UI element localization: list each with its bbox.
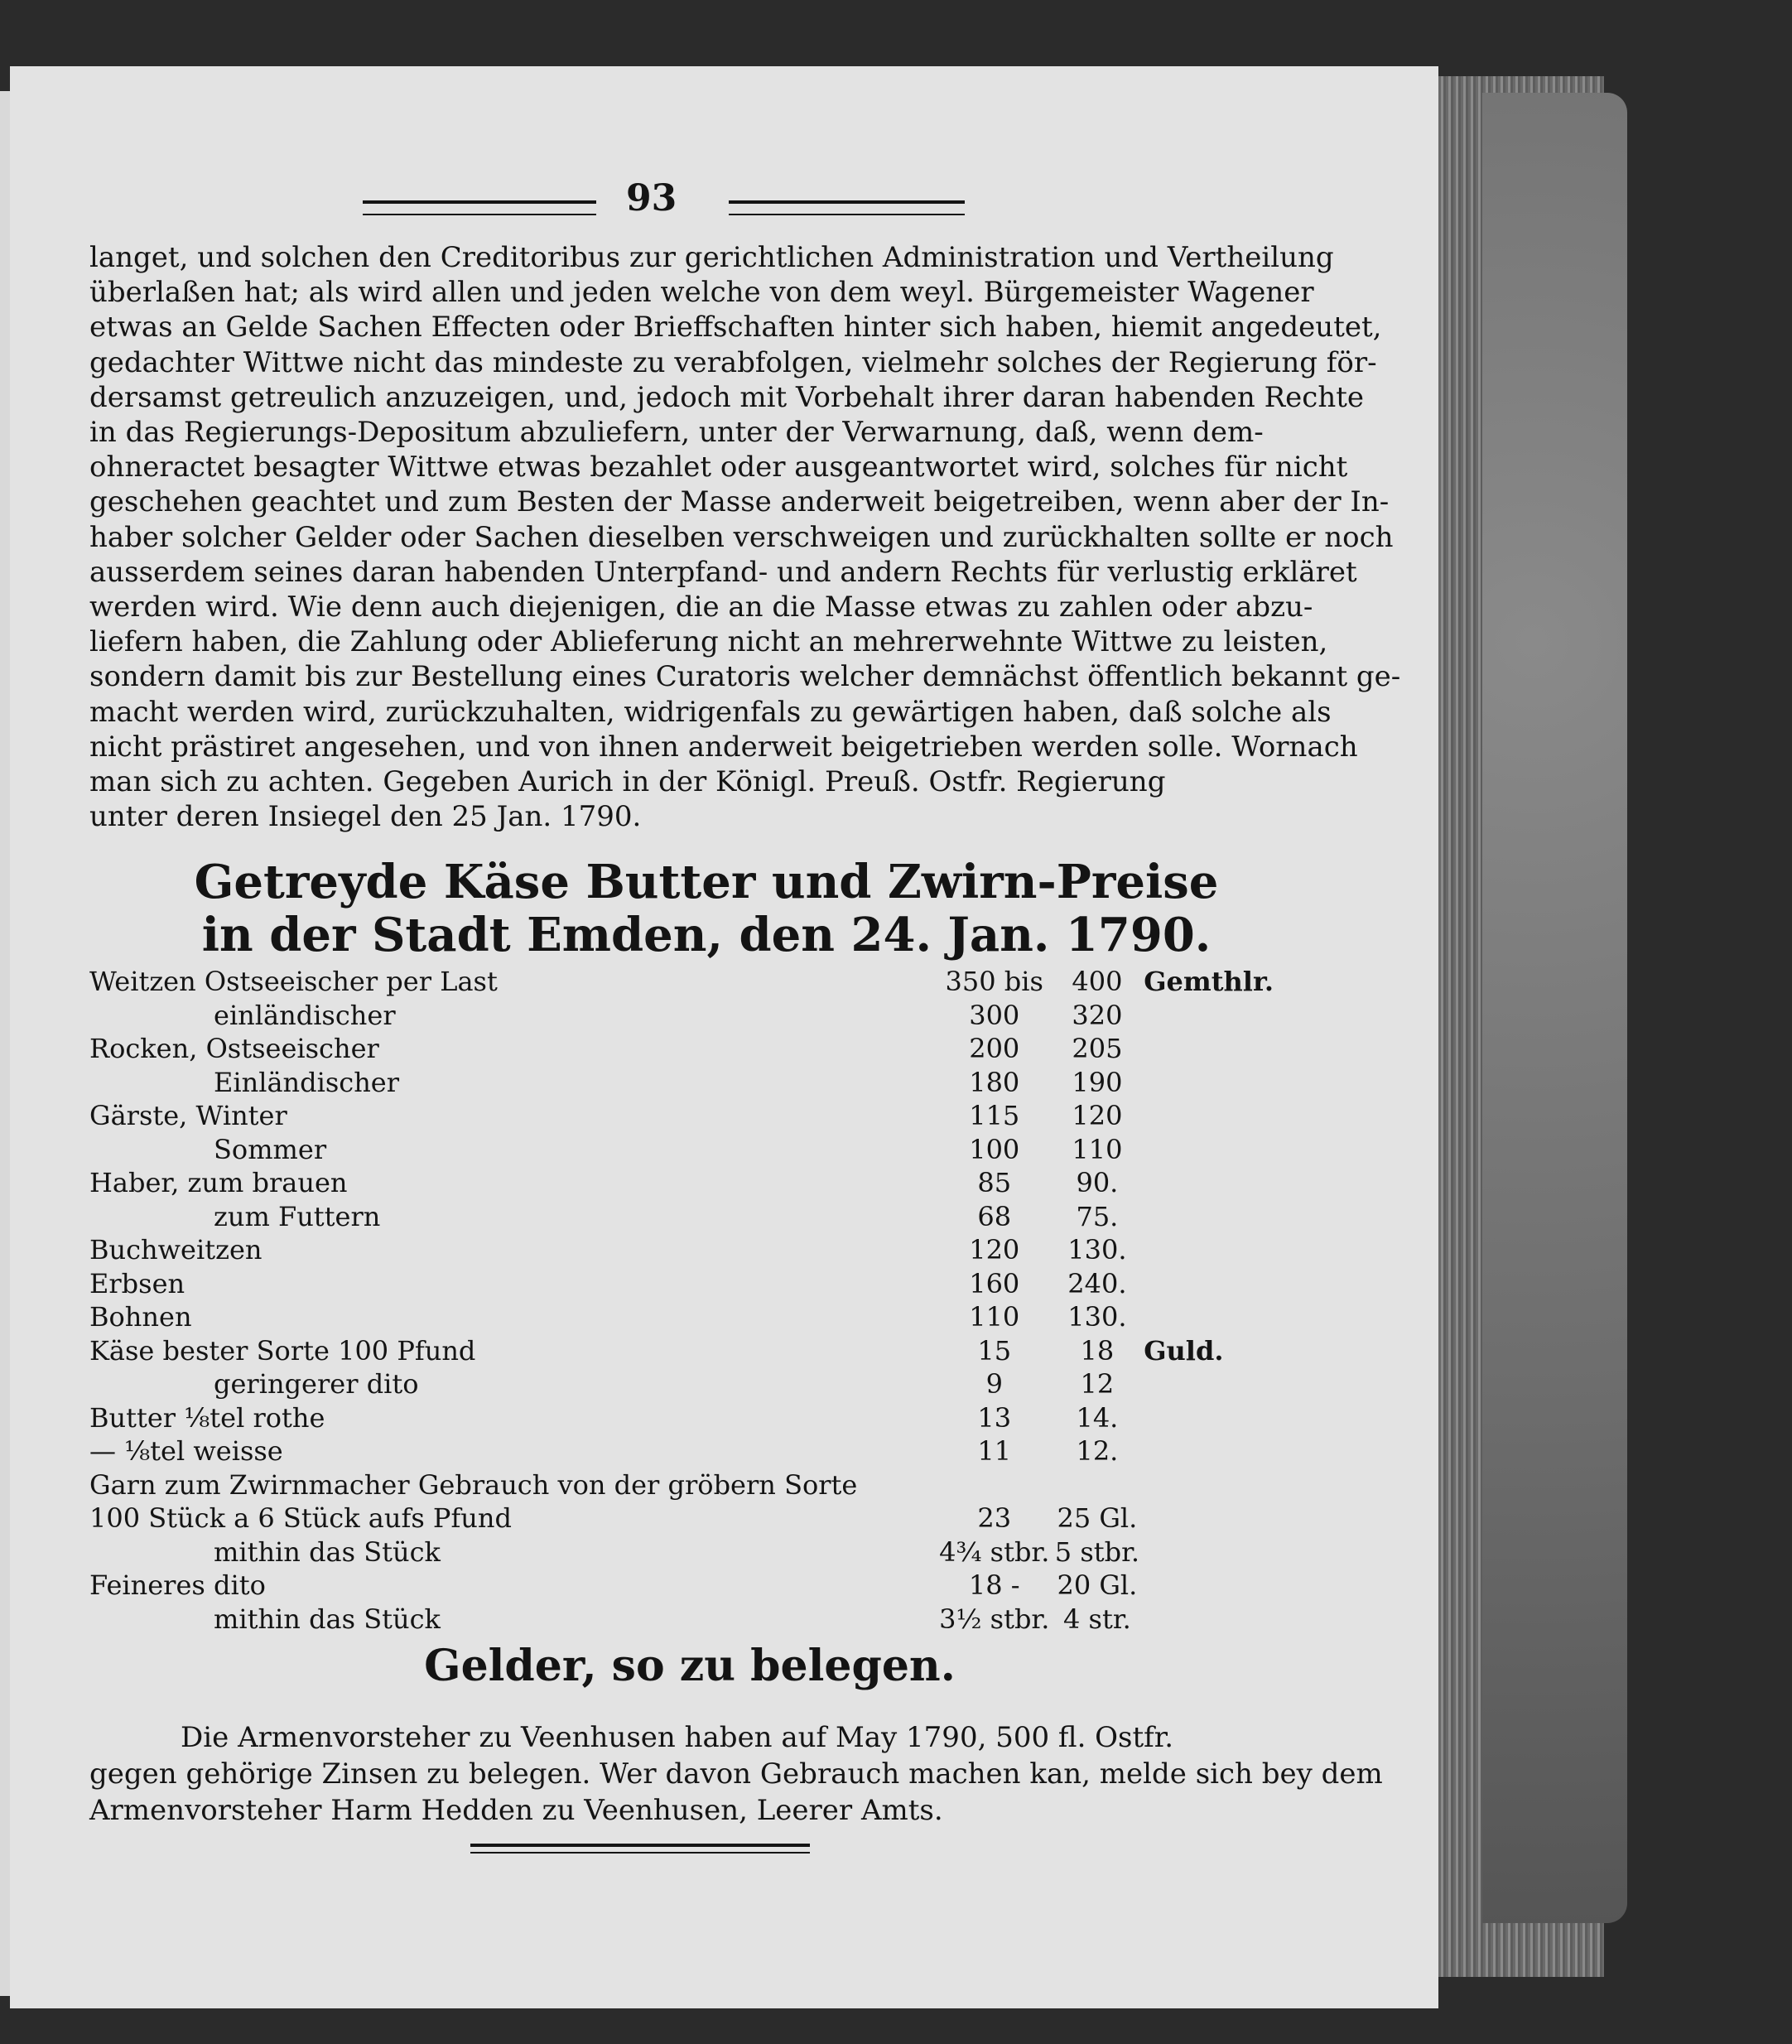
notice-line: überlaßen hat; als wird allen und jeden welche von dem weyl. Bürgemeister Wagener [89, 276, 1314, 310]
price-row [89, 1401, 1274, 1435]
notice-line: geschehen geachtet und zum Besten der Masse anderweit beigetreiben, wenn aber der In- [89, 485, 1390, 519]
price-high: 205 [1072, 1033, 1123, 1065]
price-label: Butter ⅛tel rothe [89, 1401, 325, 1434]
price-table-body [89, 965, 1274, 1636]
notice-line: liefern haben, die Zahlung oder Ablieferung nicht an mehrerwehnte Wittwe zu leisten, [89, 625, 1328, 659]
price-unit [1144, 1233, 1274, 1267]
price-label: Sommer [214, 1133, 327, 1165]
notice-line: macht werden wird, zurückzuhalten, widrigenfals zu gewärtigen haben, daß solche als [89, 695, 1332, 729]
notice-line: in das Regierungs-Depositum abzuliefern, unter der Verwarnung, daß, wenn dem- [89, 416, 1264, 450]
price-low: 100 [969, 1133, 1020, 1165]
price-low: 9 [985, 1368, 1003, 1400]
price-low: 15 [977, 1334, 1012, 1367]
price-label: mithin das Stück [214, 1603, 441, 1635]
price-label: Bohnen [89, 1301, 192, 1333]
price-unit [1144, 1166, 1274, 1200]
page-number: 93 [626, 177, 677, 219]
price-high: 90. [1076, 1167, 1119, 1199]
footer-rule [470, 1844, 810, 1854]
price-unit [1144, 1300, 1274, 1334]
price-label: Weitzen Ostseeischer per Last [89, 966, 498, 998]
book-cover [1482, 93, 1627, 1923]
prices-title-line-2: in der Stadt Emden, den 24. Jan. 1790. [201, 908, 1212, 963]
price-low: 115 [969, 1100, 1020, 1132]
notice-line: sondern damit bis zur Bestellung eines Curatoris welcher demnächst öffentlich bekannt ge- [89, 660, 1401, 694]
notice-line: etwas an Gelde Sachen Effecten oder Brieffschaften hinter sich haben, hiemit angedeutet, [89, 311, 1382, 345]
price-low: 350 bis [945, 966, 1043, 998]
price-row [89, 1133, 1274, 1167]
price-low: 11 [977, 1435, 1012, 1468]
price-row [89, 1066, 1274, 1100]
price-high: 320 [1072, 999, 1123, 1031]
notice-paragraph [89, 240, 1401, 834]
price-low: 160 [969, 1267, 1020, 1299]
price-row [89, 1502, 1274, 1535]
price-low: 4¾ stbr. [939, 1535, 1050, 1568]
price-unit [1144, 1401, 1274, 1435]
money-line: gegen gehörige Zinsen zu belegen. Wer davon Gebrauch machen kan, melde sich bey dem [89, 1757, 1383, 1791]
price-label: geringerer dito [214, 1368, 419, 1400]
price-high: 190 [1072, 1066, 1123, 1098]
price-row [89, 1099, 1274, 1133]
notice-line: werden wird. Wie denn auch diejenigen, die an die Masse etwas zu zahlen oder abzu- [89, 591, 1313, 624]
notice-line: ohneractet besagter Wittwe etwas bezahlet oder ausgeantwortet wird, solches für nicht [89, 451, 1348, 484]
notice-line: langet, und solchen den Creditoribus zur gerichtlichen Administration und Vertheilung [89, 241, 1334, 274]
notice-line: unter deren Insiegel den 25 Jan. 1790. [89, 800, 642, 834]
price-row [89, 1166, 1274, 1200]
notice-line: gedachter Wittwe nicht das mindeste zu verabfolgen, vielmehr solches der Regierung för- [89, 345, 1377, 379]
price-low: 110 [969, 1301, 1020, 1333]
price-label: Käse bester Sorte 100 Pfund [89, 1334, 476, 1367]
price-label: mithin das Stück [214, 1535, 441, 1568]
price-unit [1144, 1367, 1274, 1401]
price-unit: Guld. [1144, 1334, 1224, 1367]
price-row [89, 1233, 1274, 1267]
price-high: 130. [1067, 1301, 1127, 1333]
price-row [89, 1468, 1274, 1502]
price-unit: Gemthlr. [1144, 966, 1274, 998]
price-label: 100 Stück a 6 Stück aufs Pfund [89, 1502, 512, 1535]
notice-line: ausserdem seines daran habenden Unterpfand- und andern Rechts für verlustig erkläret [89, 555, 1357, 589]
price-label: zum Futtern [214, 1200, 381, 1232]
price-row [89, 1334, 1274, 1368]
notice-line: man sich zu achten. Gegeben Aurich in der Königl. Preuß. Ostfr. Regierung [89, 765, 1166, 799]
price-low [938, 1468, 1051, 1502]
header-rule-left [363, 200, 596, 215]
price-row [89, 1434, 1274, 1468]
book-page [10, 66, 1438, 2008]
price-high: 120 [1072, 1100, 1123, 1132]
price-row [89, 1032, 1274, 1066]
price-row [89, 1300, 1274, 1334]
price-label: Feineres dito [89, 1569, 266, 1602]
price-high: 240. [1067, 1267, 1127, 1299]
notice-line: dersamst getreulich anzuzeigen, und, jedoch mit Vorbehalt ihrer daran habenden Rechte [89, 380, 1365, 414]
header-rule-right [729, 200, 965, 215]
price-unit [1144, 1099, 1274, 1133]
price-high: 400 [1072, 966, 1123, 998]
notice-line: haber solcher Gelder oder Sachen dieselben verschweigen und zurückhalten sollte er noch [89, 520, 1394, 554]
price-low: 68 [977, 1200, 1012, 1232]
left-page-edge [0, 91, 10, 1996]
price-row [89, 965, 1274, 999]
price-low: 120 [969, 1234, 1020, 1266]
price-row [89, 1267, 1274, 1301]
price-row [89, 1569, 1274, 1603]
prices-title [89, 856, 1274, 962]
price-row [89, 1535, 1274, 1569]
price-high [1051, 1468, 1144, 1502]
price-unit [1144, 999, 1274, 1033]
price-low: 23 [977, 1502, 1012, 1535]
price-unit [1144, 1066, 1274, 1100]
price-unit [1144, 1434, 1274, 1468]
price-label: Buchweitzen [89, 1234, 263, 1266]
price-unit [1144, 1535, 1274, 1569]
price-unit [1144, 1603, 1274, 1637]
price-high: 5 stbr. [1054, 1535, 1140, 1568]
price-low: 3½ stbr. [939, 1603, 1050, 1635]
price-unit [1144, 1502, 1274, 1535]
price-label: Einländischer [214, 1066, 400, 1098]
price-high: 110 [1072, 1133, 1123, 1165]
money-paragraph [89, 1719, 1383, 1829]
money-line: Armenvorsteher Harm Hedden zu Veenhusen, Leerer Amts. [89, 1794, 943, 1828]
price-label: einländischer [214, 999, 396, 1031]
price-high: 20 Gl. [1057, 1569, 1138, 1602]
price-high: 18 [1080, 1334, 1115, 1367]
price-label: — ⅛tel weisse [89, 1435, 283, 1468]
price-unit [1144, 1267, 1274, 1301]
price-row [89, 1603, 1274, 1637]
price-label: Garn zum Zwirnmacher Gebrauch von der gröbern Sorte [89, 1468, 858, 1501]
price-row [89, 1367, 1274, 1401]
price-label: Gärste, Winter [89, 1100, 287, 1132]
prices-title-line-1: Getreyde Käse Butter und Zwirn-Preise [194, 855, 1219, 910]
price-table [89, 965, 1274, 1636]
money-line: Die Armenvorsteher zu Veenhusen haben auf May 1790, 500 fl. Ostfr. [181, 1721, 1174, 1755]
price-high: 130. [1067, 1234, 1127, 1266]
notice-line: nicht prästiret angesehen, und von ihnen anderweit beigetrieben werden solle. Wornach [89, 730, 1358, 764]
price-high: 25 Gl. [1057, 1502, 1138, 1535]
price-label: Rocken, Ostseeischer [89, 1033, 379, 1065]
price-unit [1144, 1200, 1274, 1234]
price-low: 13 [977, 1401, 1012, 1434]
price-high: 12. [1076, 1435, 1119, 1468]
price-label: Haber, zum brauen [89, 1167, 348, 1199]
price-unit [1144, 1468, 1274, 1502]
price-low: 200 [969, 1033, 1020, 1065]
price-low: 180 [969, 1066, 1020, 1098]
page-header [89, 177, 1274, 240]
price-unit [1144, 1133, 1274, 1167]
price-low: 300 [969, 999, 1020, 1031]
price-row [89, 999, 1274, 1033]
price-row [89, 1200, 1274, 1234]
price-unit [1144, 1569, 1274, 1603]
price-high: 4 str. [1063, 1603, 1131, 1635]
page-content [89, 177, 1401, 1854]
price-high: 75. [1076, 1200, 1119, 1232]
price-low: 18 - [968, 1569, 1020, 1602]
price-low: 85 [977, 1167, 1012, 1199]
price-unit [1144, 1032, 1274, 1066]
price-high: 12 [1080, 1368, 1115, 1400]
section-title: Gelder, so zu belegen. [424, 1641, 956, 1692]
price-label: Erbsen [89, 1267, 185, 1299]
price-high: 14. [1076, 1401, 1119, 1434]
